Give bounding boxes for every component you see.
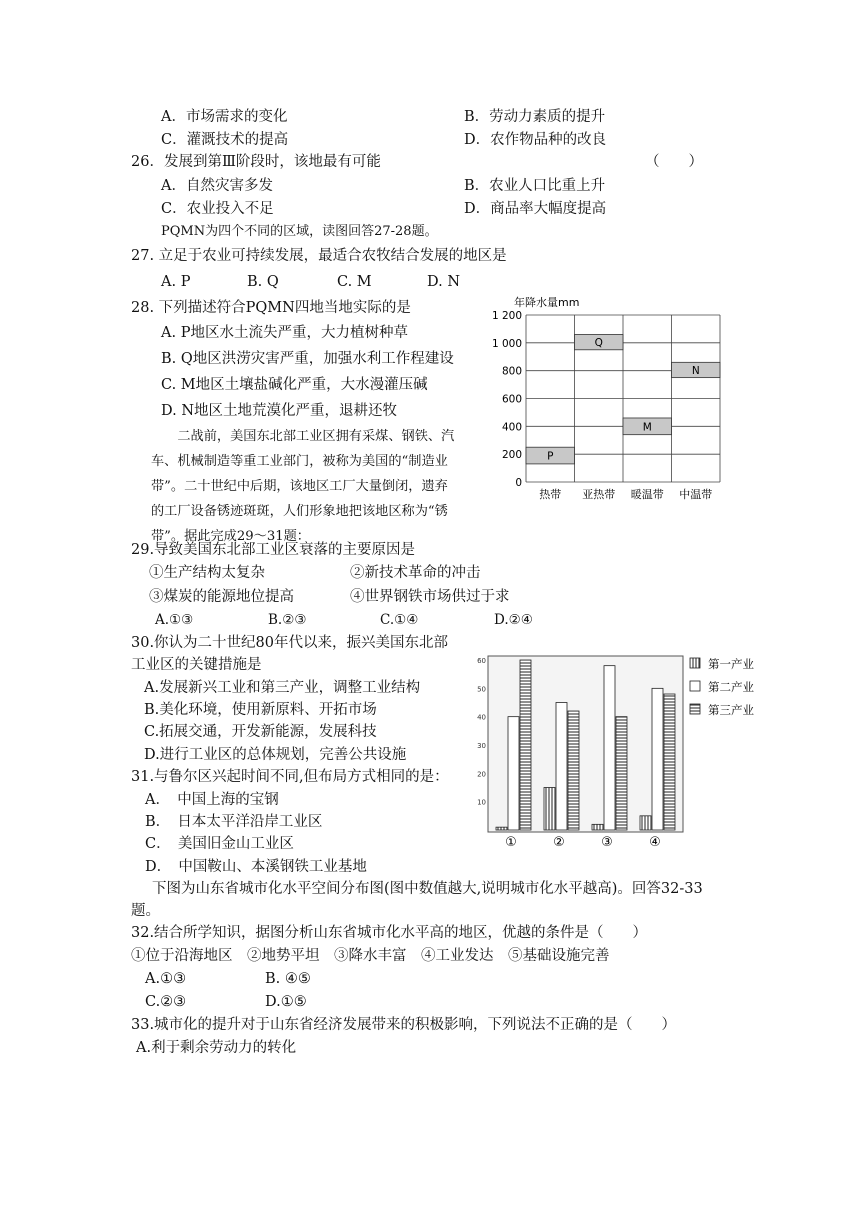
- q29-item-3: ③煤炭的能源地位提高: [149, 589, 294, 605]
- legend-label: 第二产业: [708, 680, 754, 694]
- q28-option-a: A. P地区水土流失严重，大力植树种草: [161, 325, 408, 341]
- passage-line: 的工厂设备锈迹斑斑，人们形象地把该地区称为“锈: [151, 504, 448, 519]
- q31-option-b: B． 日本太平洋沿岸工业区: [145, 814, 323, 830]
- q26-answer-paren: （ ）: [645, 154, 703, 170]
- q32-option-d: D.①⑤: [265, 994, 307, 1010]
- q27-option-c: C. M: [337, 274, 372, 290]
- y-tick-label: 600: [501, 393, 522, 406]
- bar-1: [592, 824, 603, 830]
- q25-option-c: C．灌溉技术的提高: [161, 132, 289, 148]
- y-tick-label: 60: [477, 657, 486, 665]
- q31-option-a: A． 中国上海的宝钢: [145, 792, 279, 808]
- bar-2: [652, 688, 663, 830]
- q31-stem: 31.与鲁尔区兴起时间不同,但布局方式相同的是：: [131, 769, 449, 785]
- bar-2: [556, 703, 567, 831]
- q30-option-a: A.发展新兴工业和第三产业，调整工业结构: [144, 680, 421, 696]
- range-label: P: [547, 450, 554, 463]
- q30-option-b: B.美化环境，使用新原料、开拓市场: [144, 702, 377, 718]
- bar-3: [664, 694, 675, 830]
- q31-option-d: D． 中国鞍山、本溪钢铁工业基地: [145, 859, 367, 875]
- q29-option-c: C.①④: [380, 612, 419, 628]
- category-label: 暖温带: [630, 488, 664, 501]
- passage-line: 带”。二十世纪中后期，该地区工厂大量倒闭，遗弃: [151, 479, 448, 494]
- q27-stem: 27. 立足于农业可持续发展，最适合农牧结合发展的地区是: [131, 248, 507, 264]
- q26-option-b: B．农业人口比重上升: [464, 178, 606, 194]
- q29-item-4: ④世界钢铁市场供过于求: [350, 589, 510, 605]
- q26-option-a: A．自然灾害多发: [161, 178, 273, 194]
- legend-swatch: [690, 704, 700, 714]
- bar-2: [604, 666, 615, 830]
- q25-option-d: D．农作物品种的改良: [464, 132, 607, 148]
- bar-3: [568, 711, 579, 830]
- q33-option-a: A.利于剩余劳动力的转化: [136, 1040, 297, 1056]
- y-tick-label: 200: [501, 449, 522, 462]
- q25-option-b: B．劳动力素质的提升: [464, 109, 606, 125]
- q28-option-c: C. M地区土壤盐碱化严重，大水漫灌压碱: [161, 377, 428, 393]
- q32-stem: 32.结合所学知识，据图分析山东省城市化水平高的地区，优越的条件是（ ）: [131, 925, 648, 941]
- y-tick-label: 1 000: [491, 337, 522, 350]
- y-tick-label: 800: [501, 365, 522, 378]
- legend-swatch: [690, 681, 700, 691]
- q26-option-c: C．农业投入不足: [161, 201, 274, 217]
- q26-stem: 26．发展到第Ⅲ阶段时，该地最有可能: [131, 154, 381, 170]
- q31-option-c: C． 美国旧金山工业区: [145, 836, 294, 852]
- passage-29-31: [151, 424, 479, 549]
- y-tick-label: 30: [477, 742, 486, 750]
- bar-2: [508, 717, 519, 830]
- q28-stem: 28. 下列描述符合PQMN四地当地实际的是: [131, 300, 411, 316]
- category-label: ②: [553, 835, 565, 850]
- q32-items: ①位于沿海地区 ②地势平坦 ③降水丰富 ④工业发达 ⑤基础设施完善: [131, 948, 610, 964]
- y-tick-label: 1 200: [491, 310, 522, 322]
- q29-option-b: B.②③: [268, 612, 307, 628]
- q27-option-b: B. Q: [247, 274, 279, 290]
- q27-option-a: A. P: [161, 274, 191, 290]
- q30-stem-line1: 30.你认为二十世纪80年代以来，振兴美国东北部: [131, 635, 449, 651]
- intro-32-33-line2: 题。: [131, 903, 160, 919]
- y-tick-label: 20: [477, 770, 486, 779]
- category-label: ①: [505, 835, 517, 850]
- y-tick-label: 10: [477, 798, 486, 807]
- q30-stem-line2: 工业区的关键措施是: [131, 657, 262, 673]
- precipitation-chart: [490, 292, 740, 507]
- q25-option-a: A．市场需求的变化: [161, 109, 288, 125]
- q30-option-c: C.拓展交通，开发新能源，发展科技: [144, 724, 377, 740]
- q29-item-1: ①生产结构太复杂: [149, 565, 265, 581]
- bar-1: [544, 788, 555, 831]
- q32-option-a: A.①③: [145, 971, 187, 987]
- q29-option-a: A.①③: [155, 612, 194, 628]
- q26-option-d: D．商品率大幅度提高: [464, 201, 607, 217]
- q28-option-b: B. Q地区洪涝灾害严重，加强水利工作程建设: [161, 351, 454, 367]
- q33-stem: 33.城市化的提升对于山东省经济发展带来的积极影响，下列说法不正确的是（ ）: [131, 1017, 677, 1033]
- category-label: 中温带: [679, 488, 713, 501]
- passage-line: 二战前，美国东北部工业区拥有采煤、钢铁、汽: [151, 429, 455, 444]
- intro-32-33-line1: 下图为山东省城市化水平空间分布图(图中数值越大,说明城市化水平越高)。回答32-33: [152, 881, 703, 897]
- y-tick-label: 50: [477, 685, 486, 694]
- category-label: 亚热带: [582, 488, 616, 501]
- passage-line: 车、机械制造等重工业部门，被称为美国的“制造业: [151, 454, 448, 469]
- industry-structure-chart: [470, 650, 770, 850]
- bar-3: [616, 717, 627, 830]
- q30-option-d: D.进行工业区的总体规划，完善公共设施: [144, 747, 407, 763]
- category-label: ④: [649, 835, 661, 850]
- category-label: ③: [601, 835, 613, 850]
- range-label: N: [691, 364, 700, 377]
- passage-line: 带”。据此完成29～31题：: [151, 529, 310, 544]
- y-tick-label: 400: [501, 421, 522, 434]
- bar-1: [496, 827, 507, 830]
- range-label: Q: [594, 337, 603, 350]
- q29-option-d: D.②④: [494, 612, 533, 628]
- legend-label: 第三产业: [708, 703, 754, 717]
- q29-item-2: ②新技术革命的冲击: [350, 565, 481, 581]
- y-tick-label: 40: [477, 713, 486, 722]
- category-label: 热带: [539, 488, 562, 501]
- bar-3: [520, 660, 531, 830]
- precip-ylabel: 年降水量mm: [514, 296, 580, 309]
- q27-option-d: D. N: [427, 274, 461, 290]
- bar-1: [640, 816, 651, 830]
- q28-option-d: D. N地区土地荒漠化严重，退耕还牧: [161, 403, 398, 419]
- q32-option-b: B. ④⑤: [265, 971, 311, 987]
- q32-option-c: C.②③: [145, 994, 187, 1010]
- intro-27-28: PQMN为四个不同的区域，读图回答27-28题。: [161, 224, 438, 239]
- legend-label: 第一产业: [708, 657, 754, 671]
- range-label: M: [642, 421, 652, 434]
- y-tick-label: 0: [515, 477, 522, 489]
- legend-swatch: [690, 658, 700, 668]
- q29-stem: 29.导致美国东北部工业区衰落的主要原因是: [131, 542, 416, 558]
